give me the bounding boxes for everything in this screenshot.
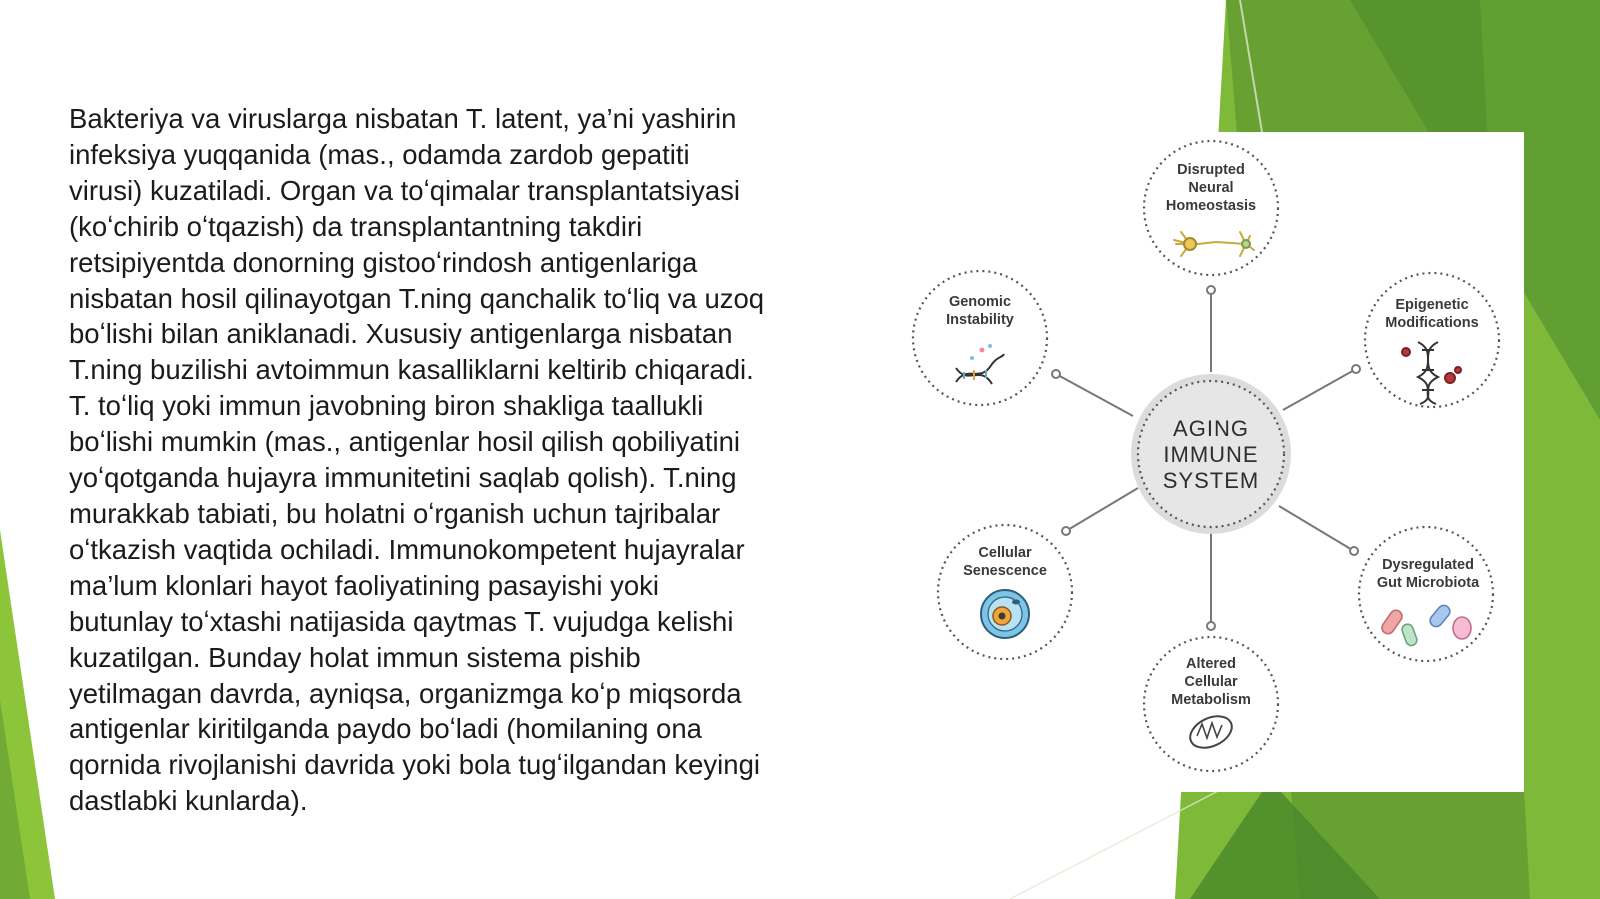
paragraph-line: virusi) kuzatiladi. Organ va toʻqimalar transplantatsiyasi bbox=[69, 174, 740, 206]
paragraph-line: oʻtkazish vaqtida ochiladi. Immunokompetent hujayralar bbox=[69, 533, 745, 565]
paragraph-line: yoʻqotganda hujayra immunitetini saqlab qolish). T.ning bbox=[69, 462, 737, 494]
paragraph-line: (koʻchirib oʻtqazish) da transplantantning takdiri bbox=[69, 210, 643, 242]
connector-senescence bbox=[1066, 488, 1138, 531]
node-cellular-metabolism bbox=[1144, 637, 1278, 771]
node-neural-homeostasis bbox=[1144, 141, 1278, 275]
node-neural-line-2: Neural bbox=[1188, 180, 1234, 196]
connector-dot-neural bbox=[1207, 286, 1215, 294]
paragraph-line: yetilmagan davrda, ayniqsa, organizmga koʻp miqsorda bbox=[69, 677, 742, 709]
paragraph-line: T.ning buzilishi avtoimmun kasalliklarni keltirib chiqaradi. bbox=[69, 354, 754, 386]
paragraph-line: retsipiyentda donorning gistooʻrindosh antigenlariga bbox=[69, 246, 698, 278]
node-senescence-line-2: Senescence bbox=[963, 563, 1047, 579]
paragraph-line: Bakteriya va viruslarga nisbatan T. latent, ya’ni yashirin bbox=[69, 103, 737, 134]
center-line-1: AGING bbox=[1173, 416, 1249, 441]
node-senescence-line-1: Cellular bbox=[978, 545, 1032, 561]
paragraph-line: kuzatilgan. Bunday holat immun sistema pishib bbox=[69, 641, 641, 673]
node-metabolism-line-1: Altered bbox=[1186, 656, 1236, 672]
paragraph-line: boʻlishi bilan aniklanadi. Xususiy antigenlarga nisbatan bbox=[69, 318, 733, 350]
connector-dot-genomic bbox=[1052, 370, 1060, 378]
center-hub bbox=[1131, 374, 1291, 534]
cell-icon bbox=[981, 590, 1029, 638]
node-genomic-line-2: Instability bbox=[946, 312, 1014, 328]
node-neural-line-3: Homeostasis bbox=[1165, 198, 1257, 214]
paragraph-line: ma’lum klonlari hayot faoliyatining pasayishi yoki bbox=[69, 569, 660, 601]
node-epigenetic-line-1: Epigenetic bbox=[1395, 297, 1469, 313]
node-gut-microbiota bbox=[1359, 527, 1493, 661]
center-line-3: SYSTEM bbox=[1162, 468, 1260, 493]
paragraph-line: T. toʻliq yoki immun javobning biron shakliga taallukli bbox=[69, 390, 704, 422]
connector-genomic bbox=[1056, 374, 1133, 416]
paragraph-line: qornida rivojlanishi davrida yoki bola tugʻilgandan keyingi bbox=[69, 749, 760, 781]
node-genomic-instability bbox=[913, 271, 1047, 405]
paragraph-line: dastlabki kunlarda). bbox=[69, 785, 308, 817]
node-epigenetic-line-2: Modifications bbox=[1385, 315, 1479, 331]
paragraph-line: butunlay toʻxtashi natijasida qaytmas T. vujudga kelishi bbox=[69, 605, 734, 637]
node-epigenetic-modifications bbox=[1365, 273, 1499, 407]
node-microbiota-line-1: Dysregulated bbox=[1382, 557, 1474, 573]
node-neural-line-1: Disrupted bbox=[1177, 162, 1245, 178]
connector-microbiota bbox=[1279, 506, 1354, 551]
connector-dot-metabolism bbox=[1207, 622, 1215, 630]
connector-dot-senescence bbox=[1062, 527, 1070, 535]
aging-immune-diagram bbox=[898, 132, 1524, 792]
center-line-2: IMMUNE bbox=[1163, 442, 1259, 467]
connector-epigenetic bbox=[1283, 369, 1356, 410]
connector-dot-microbiota bbox=[1350, 547, 1358, 555]
connector-dot-epigenetic bbox=[1352, 365, 1360, 373]
figure-panel bbox=[898, 132, 1524, 792]
node-microbiota-line-2: Gut Microbiota bbox=[1376, 575, 1480, 591]
node-cellular-senescence bbox=[938, 525, 1072, 659]
paragraph-line: antigenlar kiritilganda paydo boʻladi (homilaning ona bbox=[69, 713, 702, 745]
node-metabolism-line-2: Cellular bbox=[1184, 674, 1238, 690]
node-metabolism-line-3: Metabolism bbox=[1171, 692, 1251, 708]
node-genomic-line-1: Genomic bbox=[948, 294, 1012, 310]
body-paragraph bbox=[69, 101, 849, 819]
paragraph-line: nisbatan hosil qilinayotgan T.ning qanchalik toʻliq va uzoq bbox=[69, 282, 765, 314]
paragraph-line: murakkab tabiati, bu holatni oʻrganish uchun tajribalar bbox=[69, 497, 721, 529]
paragraph-line: infeksiya yuqqanida (mas., odamda zardob gepatiti bbox=[69, 138, 690, 170]
paragraph-line: boʻlishi mumkin (mas., antigenlar hosil qilish qobiliyatini bbox=[69, 426, 740, 458]
